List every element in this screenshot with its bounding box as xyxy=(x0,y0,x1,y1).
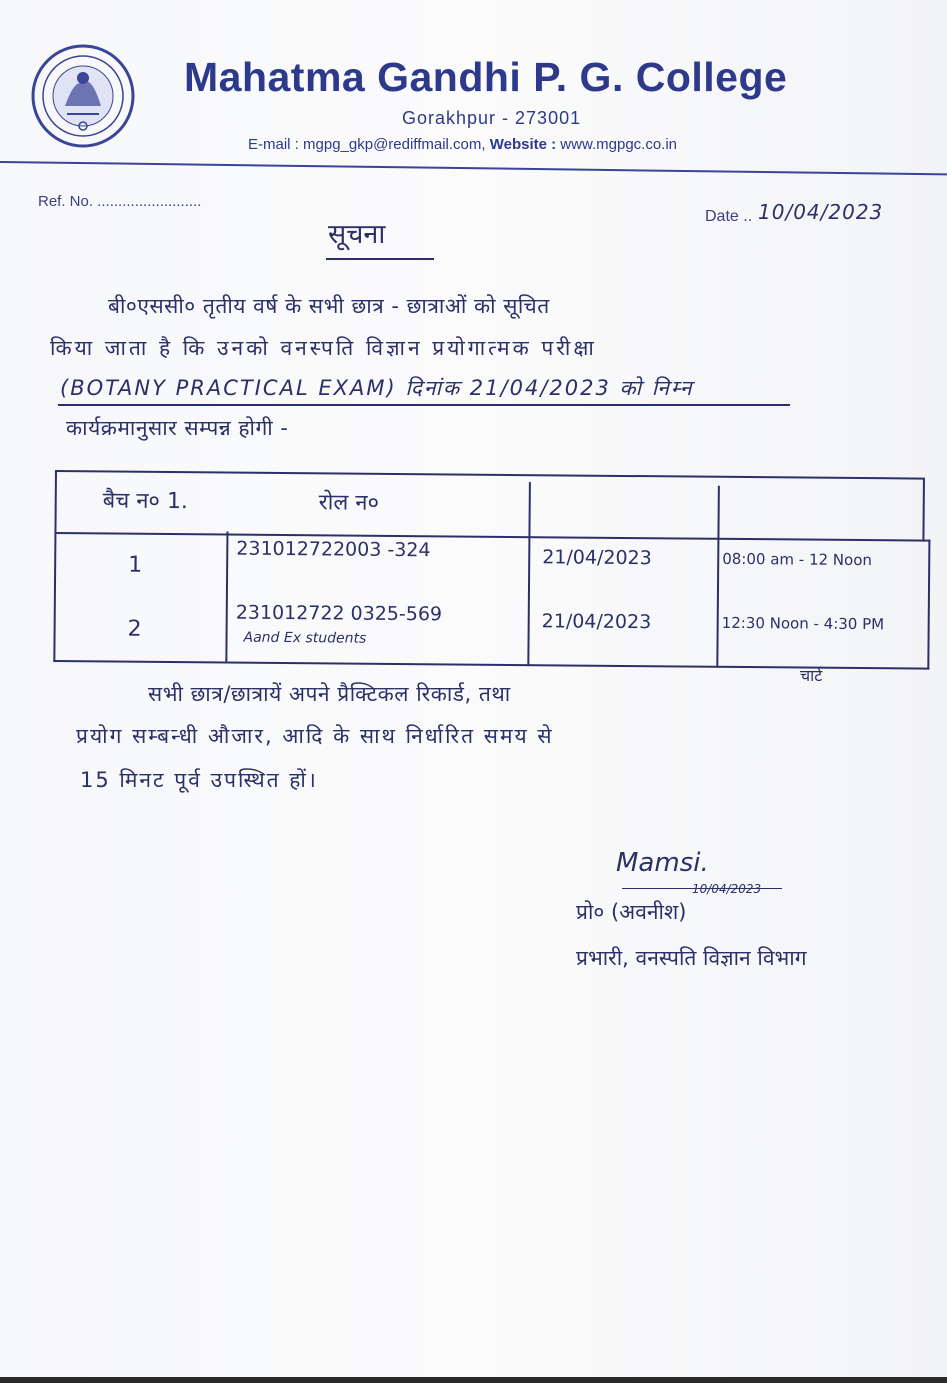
notice-title: सूचना xyxy=(328,219,386,250)
table-right-border xyxy=(927,540,930,670)
instruction-line-1: सभी छात्र/छात्रायें अपने प्रैक्टिकल रिकार्ड, तथा xyxy=(148,682,511,706)
signatory-name: प्रो० (अवनीश) xyxy=(576,900,687,924)
table-header-border xyxy=(54,532,930,542)
email-label: E-mail : xyxy=(248,136,299,153)
row1-batch: 1 xyxy=(128,552,143,578)
schedule-table xyxy=(53,470,931,670)
row1-time: 08:00 am - 12 Noon xyxy=(722,549,873,570)
email-value: mgpg_gkp@rediffmail.com, xyxy=(303,136,486,153)
row2-time: 12:30 Noon - 4:30 PM xyxy=(721,613,885,634)
table-right-border-top xyxy=(922,478,925,542)
ref-number: Ref. No. ......................... xyxy=(38,193,202,210)
signature-date: 10/04/2023 xyxy=(692,882,762,896)
header-batch: बैच न० 1. xyxy=(102,488,189,515)
table-col-divider-3 xyxy=(716,486,720,668)
notice-line-2: किया जाता है कि उनको वनस्पति विज्ञान प्रयोगात्मक परीक्षा xyxy=(50,336,597,360)
row2-note: Aand Ex students xyxy=(243,629,367,647)
signatory-designation: प्रभारी, वनस्पति विज्ञान विभाग xyxy=(576,946,807,970)
college-emblem-logo xyxy=(31,44,135,148)
chart-insertion: चार्ट xyxy=(800,666,823,685)
contact-line xyxy=(248,136,677,153)
notice-line-1: बी०एससी० तृतीय वर्ष के सभी छात्र - छात्राओं को सूचित xyxy=(108,294,550,318)
notice-line-3: (BOTANY PRACTICAL EXAM) दिनांक 21/04/2023 को निम्न xyxy=(60,376,694,400)
table-top-border xyxy=(55,470,923,480)
row2-date: 21/04/2023 xyxy=(541,610,652,634)
table-bottom-border xyxy=(53,660,929,670)
signature-scrawl: Mamsi. xyxy=(616,848,709,878)
title-underline xyxy=(326,258,434,260)
college-address: Gorakhpur - 273001 xyxy=(402,108,582,128)
instruction-line-3: 15 मिनट पूर्व उपस्थित हों। xyxy=(80,768,318,792)
row2-batch: 2 xyxy=(127,616,142,642)
table-left-border xyxy=(53,470,57,662)
date-value: 10/04/2023 xyxy=(758,200,884,224)
instruction-line-2: प्रयोग सम्बन्धी औजार, आदि के साथ निर्धारित समय से xyxy=(76,724,554,748)
college-name: Mahatma Gandhi P. G. College xyxy=(184,54,788,100)
scan-bottom-edge xyxy=(0,1377,947,1383)
row1-roll: 231012722003 -324 xyxy=(236,537,431,562)
notice-line-4: कार्यक्रमानुसार सम्पन्न होगी - xyxy=(66,416,289,440)
website-label: Website : xyxy=(489,136,557,153)
row1-date: 21/04/2023 xyxy=(542,546,652,570)
date-label: Date .. xyxy=(705,208,753,225)
table-col-divider-1 xyxy=(225,531,228,663)
website-value: www.mgpgc.co.in xyxy=(560,136,678,153)
row2-roll: 231012722 0325-569 xyxy=(235,601,443,626)
exam-underline xyxy=(58,404,790,406)
header-divider xyxy=(0,161,947,175)
table-col-divider-2 xyxy=(527,482,531,666)
header-roll: रोल न० xyxy=(318,490,380,516)
